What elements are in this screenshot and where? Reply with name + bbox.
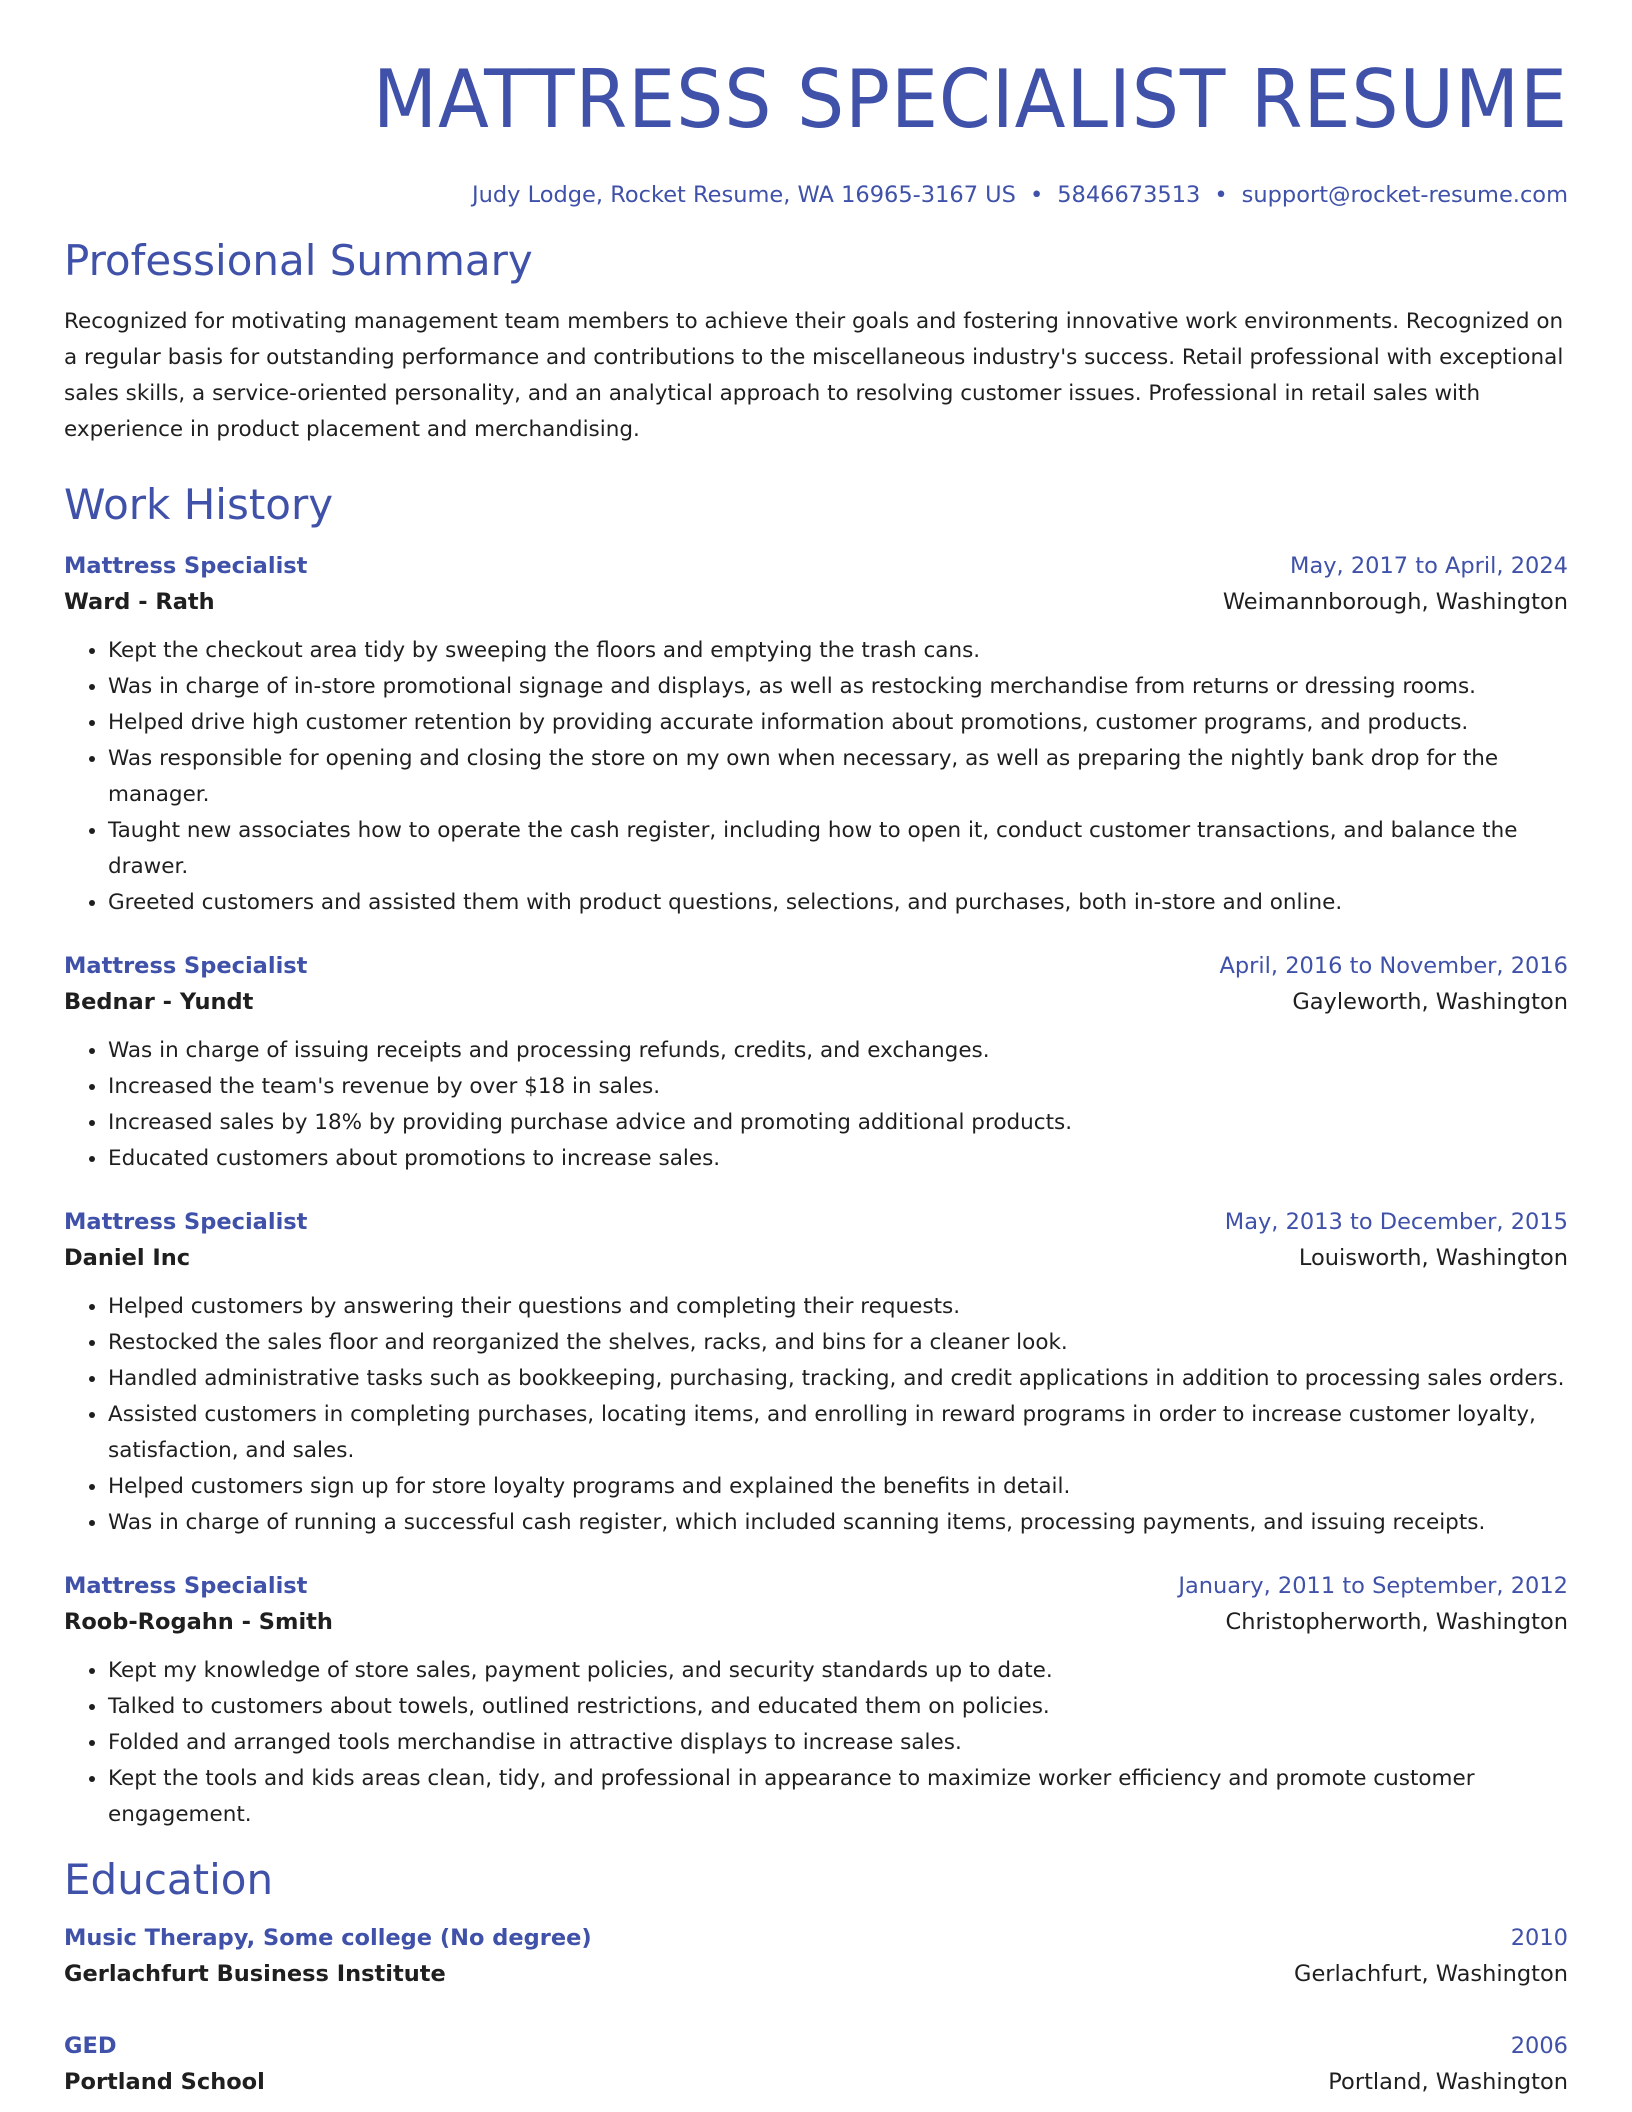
job-dates: April, 2016 to November, 2016 [1219, 952, 1568, 979]
job-bullet: • Was in charge of in-store promotional signage and displays, as well as restocking merchandise from returns or dressing rooms. [108, 669, 1568, 705]
contact-line [64, 182, 1568, 208]
job-bullet: • Educated customers about promotions to increase sales. [108, 1141, 1568, 1177]
education-entry [64, 2033, 1568, 2095]
work-history-heading: Work History [64, 480, 334, 530]
contact-separator: • [1029, 182, 1044, 208]
job-role: Mattress Specialist [64, 1208, 308, 1235]
job-company: Daniel Inc [64, 1244, 191, 1271]
job-entry [64, 1573, 1568, 1833]
contact-separator: • [1214, 182, 1228, 208]
job-dates: May, 2017 to April, 2024 [1290, 552, 1568, 579]
job-entry [64, 553, 1568, 921]
job-bullet: • Kept my knowledge of store sales, payment policies, and security standards up to date. [108, 1653, 1568, 1689]
job-dates: January, 2011 to September, 2012 [1178, 1572, 1568, 1599]
job-location: Louisworth, Washington [1298, 1244, 1568, 1271]
job-company: Roob-Rogahn - Smith [64, 1608, 333, 1635]
education-location: Gerlachfurt, Washington [1294, 1961, 1568, 1988]
job-location: Gayleworth, Washington [1292, 988, 1568, 1015]
job-bullet: • Talked to customers about towels, outlined restrictions, and educated them on policies. [108, 1689, 1568, 1725]
job-entry [64, 953, 1568, 1177]
education-school: Gerlachfurt Business Institute [64, 1961, 446, 1988]
job-bullet: • Kept the checkout area tidy by sweeping the floors and emptying the trash cans. [108, 633, 1568, 669]
job-bullet: • Was in charge of running a successful cash register, which included scanning items, processing payments, and issuing receipts. [108, 1505, 1568, 1541]
job-bullet: • Assisted customers in completing purchases, locating items, and enrolling in reward programs in order to increase customer loyalty, satisfaction, and sales. [108, 1397, 1568, 1469]
resume-title: MATTRESS SPECIALIST RESUME [372, 53, 1569, 146]
job-bullet: • Taught new associates how to operate the cash register, including how to open it, conduct customer transactions, and balance the drawer. [108, 813, 1568, 885]
job-bullet: • Helped customers sign up for store loyalty programs and explained the benefits in detail. [108, 1469, 1568, 1505]
job-dates: May, 2013 to December, 2015 [1224, 1208, 1568, 1235]
job-bullet: • Handled administrative tasks such as bookkeeping, purchasing, tracking, and credit applications in addition to processing sales orders. [108, 1361, 1568, 1397]
summary-text: Recognized for motivating management team members to achieve their goals and fostering innovative work environments. Recognized on a regular basis for outstanding performance and contributions to the miscellaneous industry's success. Retail professional with exceptional sales skills, a service-oriented personality, and an analytical approach to resolving customer issues. Professional in retail sales with experience in product placement and merchandising. [64, 309, 1564, 443]
education-location: Portland, Washington [1328, 2069, 1568, 2096]
job-location: Weimannborough, Washington [1222, 588, 1568, 615]
job-bullet: • Helped drive high customer retention by providing accurate information about promotions, customer programs, and products. [108, 705, 1568, 741]
job-bullet: • Was responsible for opening and closing the store on my own when necessary, as well as preparing the nightly bank drop for the manager. [108, 741, 1568, 813]
job-bullet: • Increased sales by 18% by providing purchase advice and promoting additional products. [108, 1105, 1568, 1141]
contact-phone: 5846673513 [1057, 182, 1201, 208]
job-role: Mattress Specialist [64, 952, 308, 979]
job-bullets [64, 633, 1568, 921]
job-company: Bednar - Yundt [64, 988, 254, 1015]
summary-heading: Professional Summary [64, 236, 533, 285]
job-bullets [64, 1033, 1568, 1177]
education-school: Portland School [64, 2069, 265, 2096]
education-year: 2010 [1510, 1925, 1568, 1952]
job-bullet: • Folded and arranged tools merchandise in attractive displays to increase sales. [108, 1725, 1568, 1761]
job-bullet: • Greeted customers and assisted them with product questions, selections, and purchases, both in-store and online. [108, 885, 1568, 921]
job-bullet: • Increased the team's revenue by over $18 in sales. [108, 1069, 1568, 1105]
education-degree: Music Therapy, Some college (No degree) [64, 1925, 592, 1952]
contact-address: Judy Lodge, Rocket Resume, WA 16965-3167 US [471, 182, 1016, 208]
education-heading: Education [64, 1854, 274, 1904]
job-bullet: • Helped customers by answering their questions and completing their requests. [108, 1289, 1568, 1325]
job-bullet: • Was in charge of issuing receipts and processing refunds, credits, and exchanges. [108, 1033, 1568, 1069]
job-role: Mattress Specialist [64, 552, 308, 579]
job-entry [64, 1209, 1568, 1541]
job-bullet: • Restocked the sales floor and reorganized the shelves, racks, and bins for a cleaner look. [108, 1325, 1568, 1361]
education-year: 2006 [1510, 2033, 1568, 2060]
education-degree: GED [64, 2033, 117, 2060]
education-entry [64, 1925, 1568, 1987]
job-bullets [64, 1289, 1568, 1541]
job-location: Christopherworth, Washington [1225, 1608, 1568, 1635]
contact-email[interactable]: support@rocket-resume.com [1241, 182, 1568, 208]
job-bullet: • Kept the tools and kids areas clean, tidy, and professional in appearance to maximize worker efficiency and promote customer engagement. [108, 1761, 1568, 1833]
job-role: Mattress Specialist [64, 1572, 308, 1599]
job-bullets [64, 1653, 1568, 1833]
job-company: Ward - Rath [64, 588, 215, 615]
